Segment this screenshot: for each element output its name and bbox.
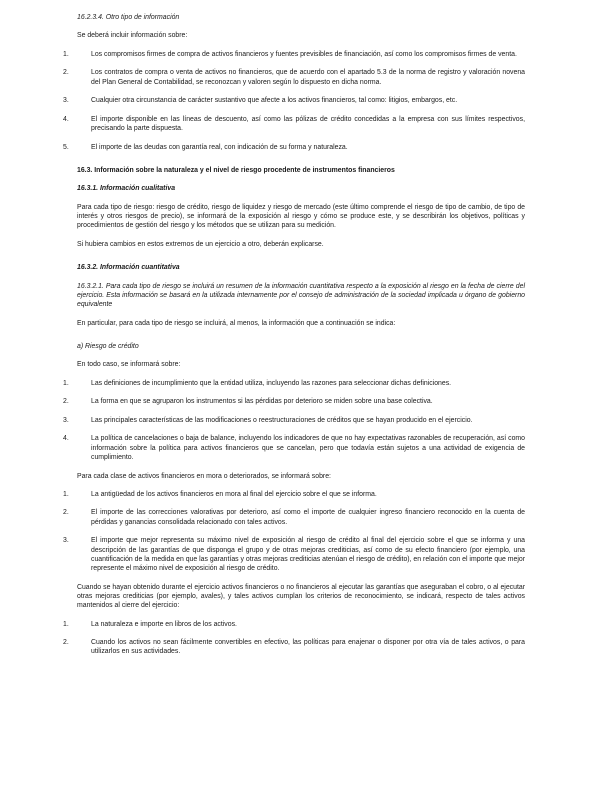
list-item-number: 2. (63, 398, 69, 406)
list-item-text: La política de cancelaciones o baja de balance, incluyendo los indicadores de que no hay expectativas razonables de recuperación, así como información sobre la política para activos financieros que se cancelan, pero que todavía están sujetos a una actividad de exigencia de cumplimiento. (91, 435, 525, 462)
document-page (63, 13, 525, 657)
list-item (63, 143, 525, 152)
list-item-text: Los contratos de compra o venta de activos no financieros, que de acuerdo con el apartado 5.3 de la norma de registro y valoración novena del Plan General de Contabilidad, se reconozcan y valoren según lo dispuesto en dicha norma. (91, 69, 525, 86)
section-heading-16-3-2: 16.3.2. Información cuantitativa (77, 264, 180, 272)
paragraph: En particular, para cada tipo de riesgo se incluirá, al menos, la información que a continuación se indica: (77, 319, 396, 327)
list-item-number: 2. (63, 509, 69, 517)
list-item (63, 397, 525, 406)
list-item-number: 3. (63, 537, 69, 545)
list-item (63, 68, 525, 87)
list-item-number: 1. (63, 379, 69, 387)
list-item-number: 3. (63, 97, 69, 105)
paragraph: Para cada tipo de riesgo: riesgo de crédito, riesgo de liquidez y riesgo de mercado (este último comprende el riesgo de tipo de cambio, de tipo de interés y otros riesgos de precio), se informará de la exposición al riesgo y cómo se produce este, y se describirán los objetivos, políticas y procedimientos de gestión del riesgo y los métodos que se utilizan para su medición. (77, 203, 525, 230)
list-item (63, 508, 525, 527)
list-item (63, 379, 525, 388)
list-item (63, 96, 525, 105)
list-item (63, 416, 525, 425)
list-item-text: Las definiciones de incumplimiento que la entidad utiliza, incluyendo las razones para seleccionar dichas definiciones. (91, 379, 452, 387)
list-item (63, 434, 525, 462)
list-item-text: Cualquier otra circunstancia de carácter sustantivo que afecte a los activos financieros, tal como: litigios, embargos, etc. (91, 97, 458, 105)
section-heading-16-3: 16.3. Información sobre la naturaleza y el nivel de riesgo procedente de instrumentos financieros (77, 166, 395, 174)
subsection-heading-a: a) Riesgo de crédito (77, 343, 139, 350)
list-item-text: El importe disponible en las líneas de descuento, así como las pólizas de crédito concedidas a la empresa con sus límites respectivos, precisando la parte dispuesta. (91, 115, 525, 133)
paragraph-16-3-2-1: 16.3.2.1. Para cada tipo de riesgo se incluirá un resumen de la información cuantitativa respecto a la exposición al riesgo en la fecha de cierre del ejercicio. Esta información se basará en la utilizada internamente por el consejo de administración de la sociedad implicada u órgano de gobierno equivalente (77, 282, 525, 309)
list-item (63, 536, 525, 573)
list-item-number: 3. (63, 416, 69, 424)
numbered-list (63, 50, 525, 152)
list-item-number: 4. (63, 115, 69, 123)
list-item-text: El importe de las correcciones valorativas por deterioro, así como el importe de cualquier ingreso financiero reconocido en la cuenta de pérdidas y ganancias consolidada relacionado con tales activos. (91, 509, 525, 526)
list-item (63, 50, 525, 59)
list-item-number: 5. (63, 143, 69, 151)
list-item-text: El importe que mejor representa su máximo nivel de exposición al riesgo de crédito al final del ejercicio sobre el que se informa y una descripción de las garantías de que disponga el grupo y de otras mejoras crediticias, así como de su efecto financiero (por ejemplo, una cuantificación de la medida en que las garantías y otras mejoras crediticias atenúan el riesgo de crédito), en relación con el importe que mejor represente el máximo nivel de exposición al riesgo de crédito. (91, 537, 525, 573)
paragraph-intro: En todo caso, se informará sobre: (77, 361, 181, 369)
list-item-text: El importe de las deudas con garantía real, con indicación de su forma y naturaleza. (91, 143, 348, 151)
list-item-number: 1. (63, 490, 69, 498)
numbered-list (63, 379, 525, 462)
list-item-text: La naturaleza e importe en libros de los activos. (91, 620, 237, 628)
paragraph-intro: Cuando se hayan obtenido durante el ejercicio activos financieros o no financieros al ejecutar las garantías que aseguraban el cobro, o al ejecutar otras mejoras crediticias (por ejemplo, avales), y tales activos cumplan los criterios de reconocimiento, se indicará, respecto de tales activos mantenidos al cierre del ejercicio: (77, 583, 525, 610)
numbered-list (63, 490, 525, 573)
list-item-text: Las principales características de las modificaciones o reestructuraciones de créditos que se hayan producido en el ejercicio. (91, 416, 473, 424)
list-item-text: La forma en que se agruparon los instrumentos si las pérdidas por deterioro se miden sobre una base colectiva. (91, 398, 433, 406)
list-item-number: 1. (63, 620, 69, 628)
numbered-list (63, 620, 525, 657)
paragraph-intro: Se deberá incluir información sobre: (77, 32, 188, 40)
list-item (63, 115, 525, 134)
list-item-number: 2. (63, 69, 69, 77)
list-item-text: Cuando los activos no sean fácilmente convertibles en efectivo, las políticas para enajenar o disponer por otra vía de tales activos, o para utilizarlos en sus actividades. (91, 639, 525, 656)
list-item (63, 490, 525, 499)
list-item-text: La antigüedad de los activos financieros en mora al final del ejercicio sobre el que se informa. (91, 490, 377, 498)
list-item-number: 2. (63, 639, 69, 647)
list-item-text: Los compromisos firmes de compra de activos financieros y fuentes previsibles de financiación, así como los compromisos firmes de venta. (91, 50, 517, 58)
list-item-number: 4. (63, 435, 69, 443)
list-item (63, 638, 525, 657)
list-item-number: 1. (63, 50, 69, 58)
paragraph-intro: Para cada clase de activos financieros en mora o deteriorados, se informará sobre: (77, 472, 331, 480)
section-heading-16-2-3-4: 16.2.3.4. Otro tipo de información (77, 14, 180, 21)
section-heading-16-3-1: 16.3.1. Información cualitativa (77, 185, 176, 193)
list-item (63, 620, 525, 629)
paragraph: Si hubiera cambios en estos extremos de un ejercicio a otro, deberán explicarse. (77, 240, 324, 248)
